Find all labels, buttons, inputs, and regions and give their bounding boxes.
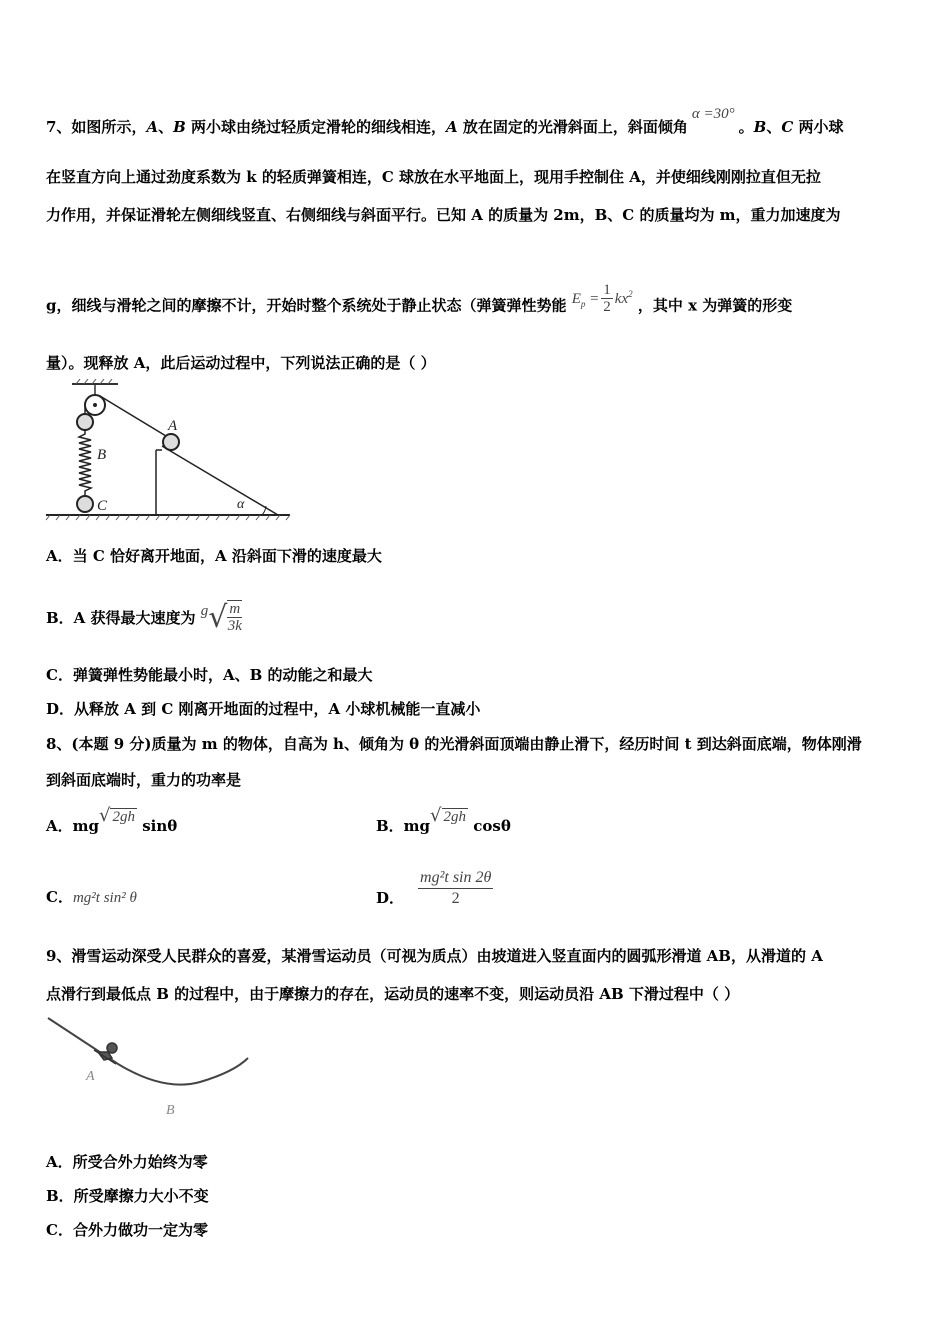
q7-option-a: A．当 C 恰好离开地面，A 沿斜面下滑的速度最大 <box>46 547 382 565</box>
q7-line-1 <box>46 106 844 137</box>
q9-option-b: B．所受摩擦力大小不变 <box>46 1187 209 1205</box>
q7-text: g，细线与滑轮之间的摩擦不计，开始时整个系统处于静止状态（弹簧弹性势能 <box>46 296 567 315</box>
q7-text: 放在固定的光滑斜面上，斜面倾角 <box>457 118 688 136</box>
q8-option-a: A．mg√ 2gh sinθ <box>46 805 178 835</box>
alpha-formula: α =30° <box>691 106 735 122</box>
label-alpha: α <box>237 497 245 512</box>
ep-formula: $E_p$ = <box>571 290 600 309</box>
q7-text: 。 <box>738 118 754 136</box>
q7-line-3: 力作用，并保证滑轮左侧细线竖直、右侧细线与斜面平行。已知 A 的质量为 2m，B、C 的质量均为 m，重力加速度为 <box>46 206 841 224</box>
ball-a <box>163 434 179 450</box>
label-b: B <box>166 1103 175 1118</box>
q7-line-5: 量）。现释放 A，此后运动过程中，下列说法正确的是（ ） <box>46 354 436 372</box>
ski-track-figure <box>44 1014 254 1122</box>
q7-text: 两小球由绕过轻质定滑轮的细线相连， <box>185 118 447 136</box>
ball-c <box>77 496 93 512</box>
q7-text: 、 <box>766 118 782 136</box>
label-a: A <box>168 418 178 434</box>
ep-fraction: $\frac{1}{2}$ <box>603 282 611 315</box>
q7-option-c: C．弹簧弹性势能最小时，A、B 的动能之和最大 <box>46 666 373 684</box>
q9-line-2: 点滑行到最低点 B 的过程中，由于摩擦力的存在，运动员的速率不变，则运动员沿 AB 下滑过程中（ ） <box>46 985 740 1003</box>
pulley-incline-figure <box>44 378 294 523</box>
label-a: A <box>86 1069 95 1084</box>
q7-text: 两小球 <box>793 118 844 136</box>
q7-var: C <box>781 118 794 136</box>
q7-var: A <box>146 118 159 136</box>
q8-option-d: D． $\frac{\text{mg²t sin 2θ}}{2}$ <box>376 869 492 907</box>
q8-line-2: 到斜面底端时，重力的功率是 <box>46 771 242 789</box>
q7-option-d: D．从释放 A 到 C 刚离开地面的过程中，A 小球机械能一直减小 <box>46 700 481 718</box>
q7-var: A <box>446 118 458 136</box>
label-b: B <box>97 447 107 463</box>
ski-track <box>48 1018 248 1085</box>
ball-b <box>77 414 93 430</box>
q8-option-c: C．mg²t sin² θ <box>46 888 137 906</box>
q7-line-2: 在竖直方向上通过劲度系数为 k 的轻质弹簧相连，C 球放在水平地面上，现用手控制住 A，并使细线刚刚拉直但无拉 <box>46 168 821 186</box>
ep-kx: $kx^2$ <box>614 288 633 307</box>
q7-option-b: B．A 获得最大速度为 g√ $\frac{m}{3k}$ <box>46 600 242 635</box>
q8-line-1: 8、(本题 9 分)质量为 m 的物体，自高为 h、倾角为 θ 的光滑斜面顶端由静止滑下，经历时间 t 到达斜面底端，物体刚滑 <box>46 735 862 753</box>
q7-text: ，其中 x 为弹簧的形变 <box>637 296 793 315</box>
spring <box>79 430 91 496</box>
q9-option-c: C．合外力做功一定为零 <box>46 1221 208 1239</box>
q9-option-a: A．所受合外力始终为零 <box>46 1153 208 1171</box>
q9-line-1: 9、滑雪运动深受人民群众的喜爱，某滑雪运动员（可视为质点）由坡道进入竖直面内的圆弧形滑道 AB，从滑道的 A <box>46 947 823 965</box>
q7-text: 、 <box>158 118 174 136</box>
q7-text: 7、如图所示， <box>46 118 147 136</box>
q8-option-b: B．mg√ 2gh cosθ <box>376 805 511 835</box>
q7-line-4 <box>46 282 793 323</box>
label-c: C <box>97 498 108 514</box>
q7-var: B <box>173 118 186 136</box>
q7-var: B <box>753 118 767 136</box>
